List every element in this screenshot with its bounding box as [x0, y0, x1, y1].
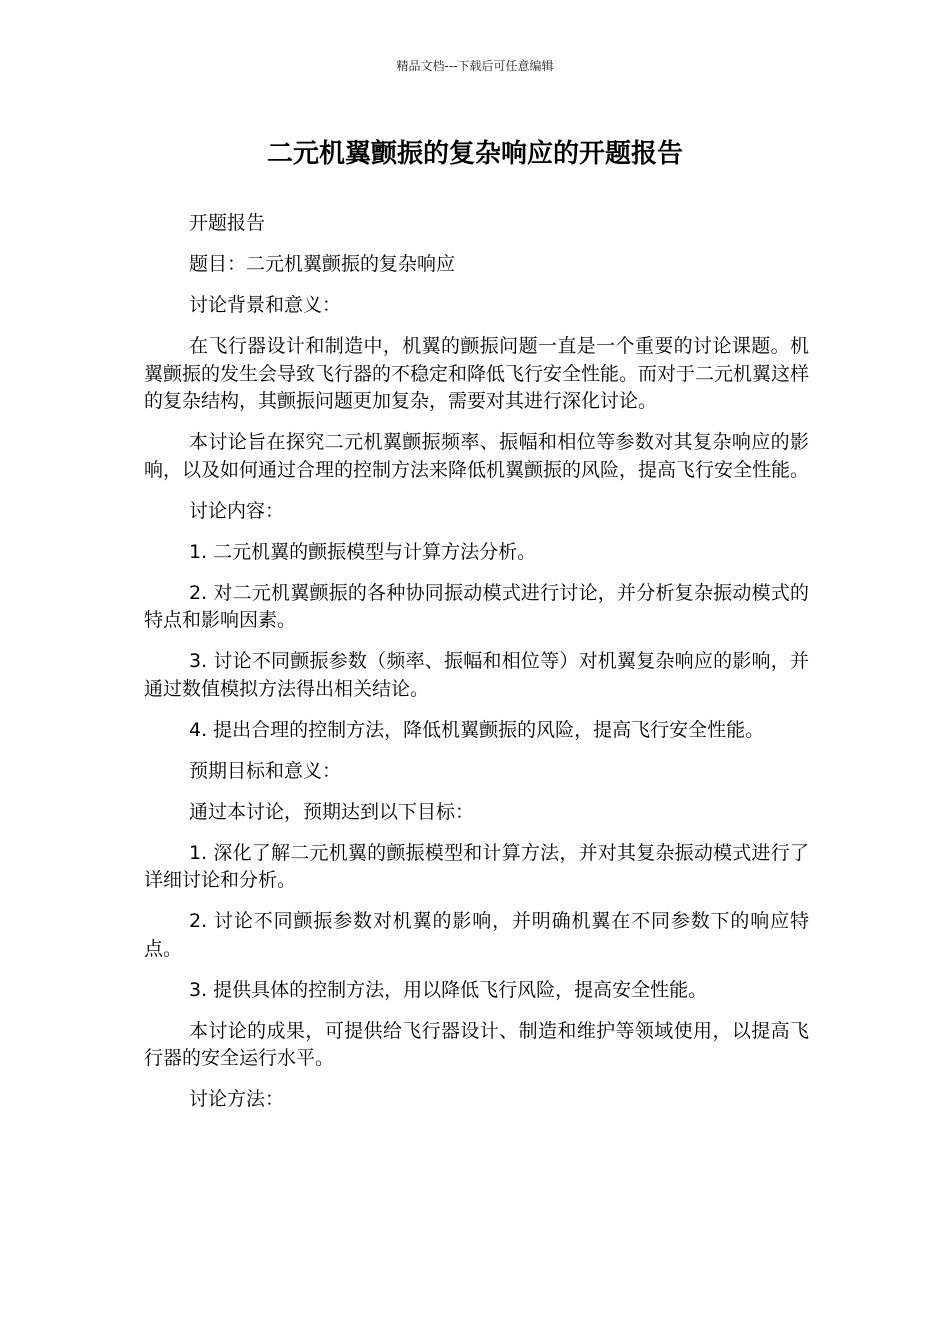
list-item-goal-1: 1. 深化了解二元机翼的颤振模型和计算方法，并对其复杂振动模式进行了详细讨论和分析。 — [144, 841, 809, 891]
paragraph-topic: 题目：二元机翼颤振的复杂响应 — [189, 253, 456, 275]
list-item-content-1: 1. 二元机翼的颤振模型与计算方法分析。 — [189, 540, 537, 563]
paragraph-background-1: 在飞行器设计和制造中，机翼的颤振问题一直是一个重要的讨论课题。机翼颤振的发生会导致飞行器的不稳定和降低飞行安全性能。而对于二元机翼这样的复杂结构，其颤振问题更加复杂，需要对其进行深化讨论。 — [144, 335, 810, 412]
paragraph-label-report: 开题报告 — [189, 212, 266, 234]
document-title: 二元机翼颤振的复杂响应的开题报告 — [266, 139, 683, 169]
section-heading-methods: 讨论方法： — [189, 1088, 285, 1110]
section-heading-background: 讨论背景和意义： — [189, 294, 342, 316]
list-item-content-3: 3. 讨论不同颤振参数（频率、振幅和相位等）对机翼复杂响应的影响，并通过数值模拟方法得出相关结论。 — [144, 650, 809, 700]
section-heading-goals: 预期目标和意义： — [189, 759, 342, 782]
list-item-goal-2: 2. 讨论不同颤振参数对机翼的影响，并明确机翼在不同参数下的响应特点。 — [144, 910, 809, 960]
list-item-content-2: 2. 对二元机翼颤振的各种协同振动模式进行讨论，并分析复杂振动模式的特点和影响因素。 — [144, 581, 809, 631]
section-heading-content: 讨论内容： — [189, 499, 285, 522]
document-body — [144, 210, 809, 1127]
paragraph-goals-intro: 通过本讨论，预期达到以下目标： — [189, 800, 475, 823]
list-item-content-4: 4. 提出合理的控制方法，降低机翼颤振的风险，提高飞行安全性能。 — [189, 718, 765, 741]
paragraph-outcome: 本讨论的成果，可提供给飞行器设计、制造和维护等领域使用，以提高飞行器的安全运行水平。 — [144, 1019, 809, 1069]
paragraph-background-2: 本讨论旨在探究二元机翼颤振频率、振幅和相位等参数对其复杂响应的影响，以及如何通过合理的控制方法来降低机翼颤振的风险，提高飞行安全性能。 — [144, 431, 810, 481]
list-item-goal-3: 3. 提供具体的控制方法，用以降低飞行风险，提高安全性能。 — [189, 978, 708, 1001]
page-header-note: 精品文档---下载后可任意编辑 — [396, 59, 554, 73]
